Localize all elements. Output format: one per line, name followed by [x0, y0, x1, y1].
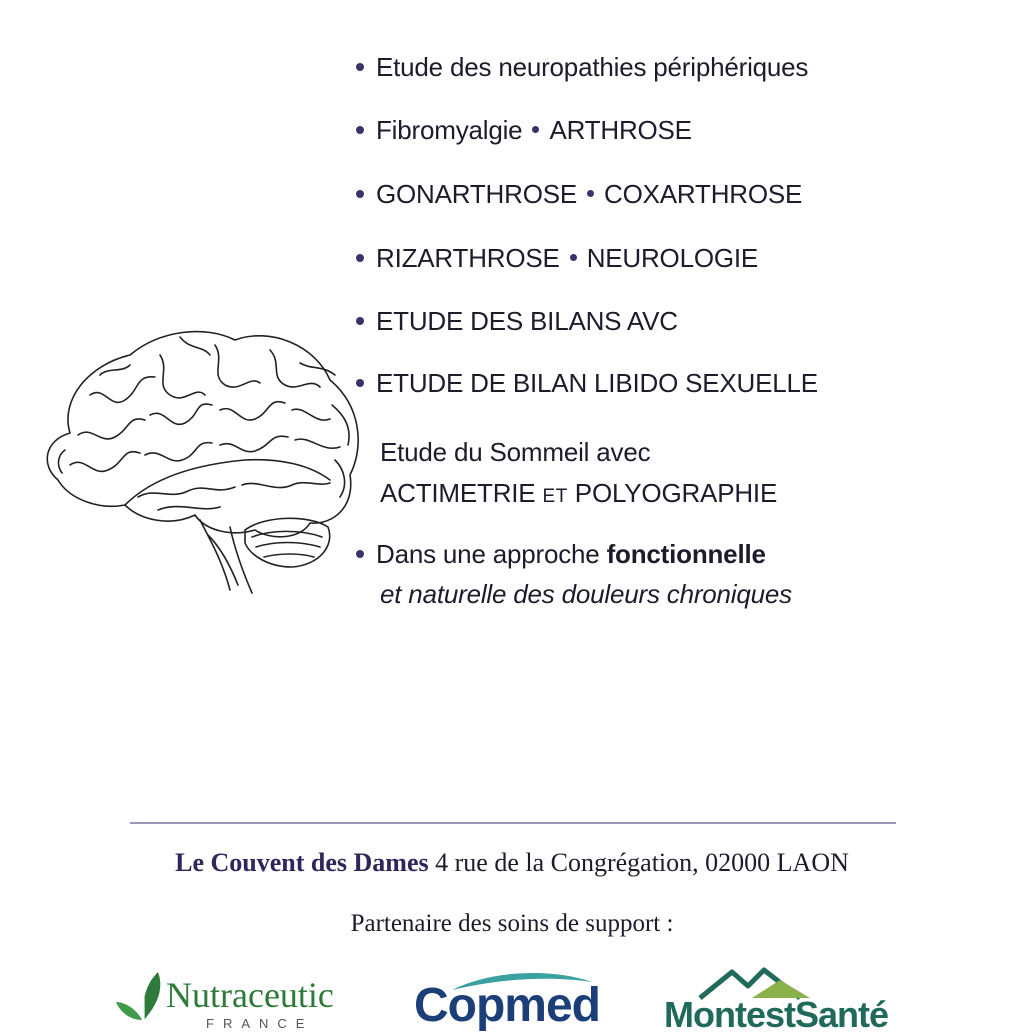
approach-line-2: et naturelle des douleurs chroniques — [380, 579, 792, 609]
list-item: ETUDE DE BILAN LIBIDO SEXUELLE — [356, 368, 818, 399]
list-item: Fibromyalgie ARTHROSE — [356, 115, 692, 146]
bullet-icon — [356, 317, 364, 325]
list-item: RIZARTHROSE NEUROLOGIE — [356, 243, 758, 274]
sleep-line-1: Etude du Sommeil avec — [380, 437, 651, 467]
list-item: Etude des neuropathies périphériques — [356, 52, 808, 83]
bullet-icon — [356, 126, 364, 134]
leaf-icon — [114, 968, 170, 1023]
nutraceutic-logo: Nutraceutic FRANCE — [114, 968, 354, 1023]
venue-name: Le Couvent des Dames — [175, 848, 429, 877]
list-item: ETUDE DES BILANS AVC — [356, 306, 678, 337]
bullet-icon — [356, 63, 364, 71]
copmed-logo: Copmed — [412, 968, 602, 1023]
bullet-icon — [356, 550, 364, 558]
bullet-icon — [356, 254, 364, 262]
brain-illustration — [30, 315, 365, 605]
montest-sante-logo: MontestSanté — [660, 962, 890, 1023]
approach-statement — [356, 534, 792, 614]
sleep-study — [380, 432, 777, 517]
street-address: 4 rue de la Congrégation, 02000 LAON — [435, 848, 849, 877]
partner-label: Partenaire des soins de support : — [350, 910, 674, 937]
approach-line-1: Dans une approche fonctionnelle — [356, 534, 792, 574]
bullet-icon — [356, 379, 364, 387]
divider — [130, 822, 896, 824]
address — [0, 848, 1024, 878]
list-item: GONARTHROSE COXARTHROSE — [356, 179, 802, 210]
separator-dot-icon — [570, 254, 577, 261]
separator-dot-icon — [587, 190, 594, 197]
bullet-icon — [356, 190, 364, 198]
separator-dot-icon — [532, 126, 539, 133]
sleep-line-2: ACTIMETRIE ET POLYOGRAPHIE — [380, 478, 778, 508]
